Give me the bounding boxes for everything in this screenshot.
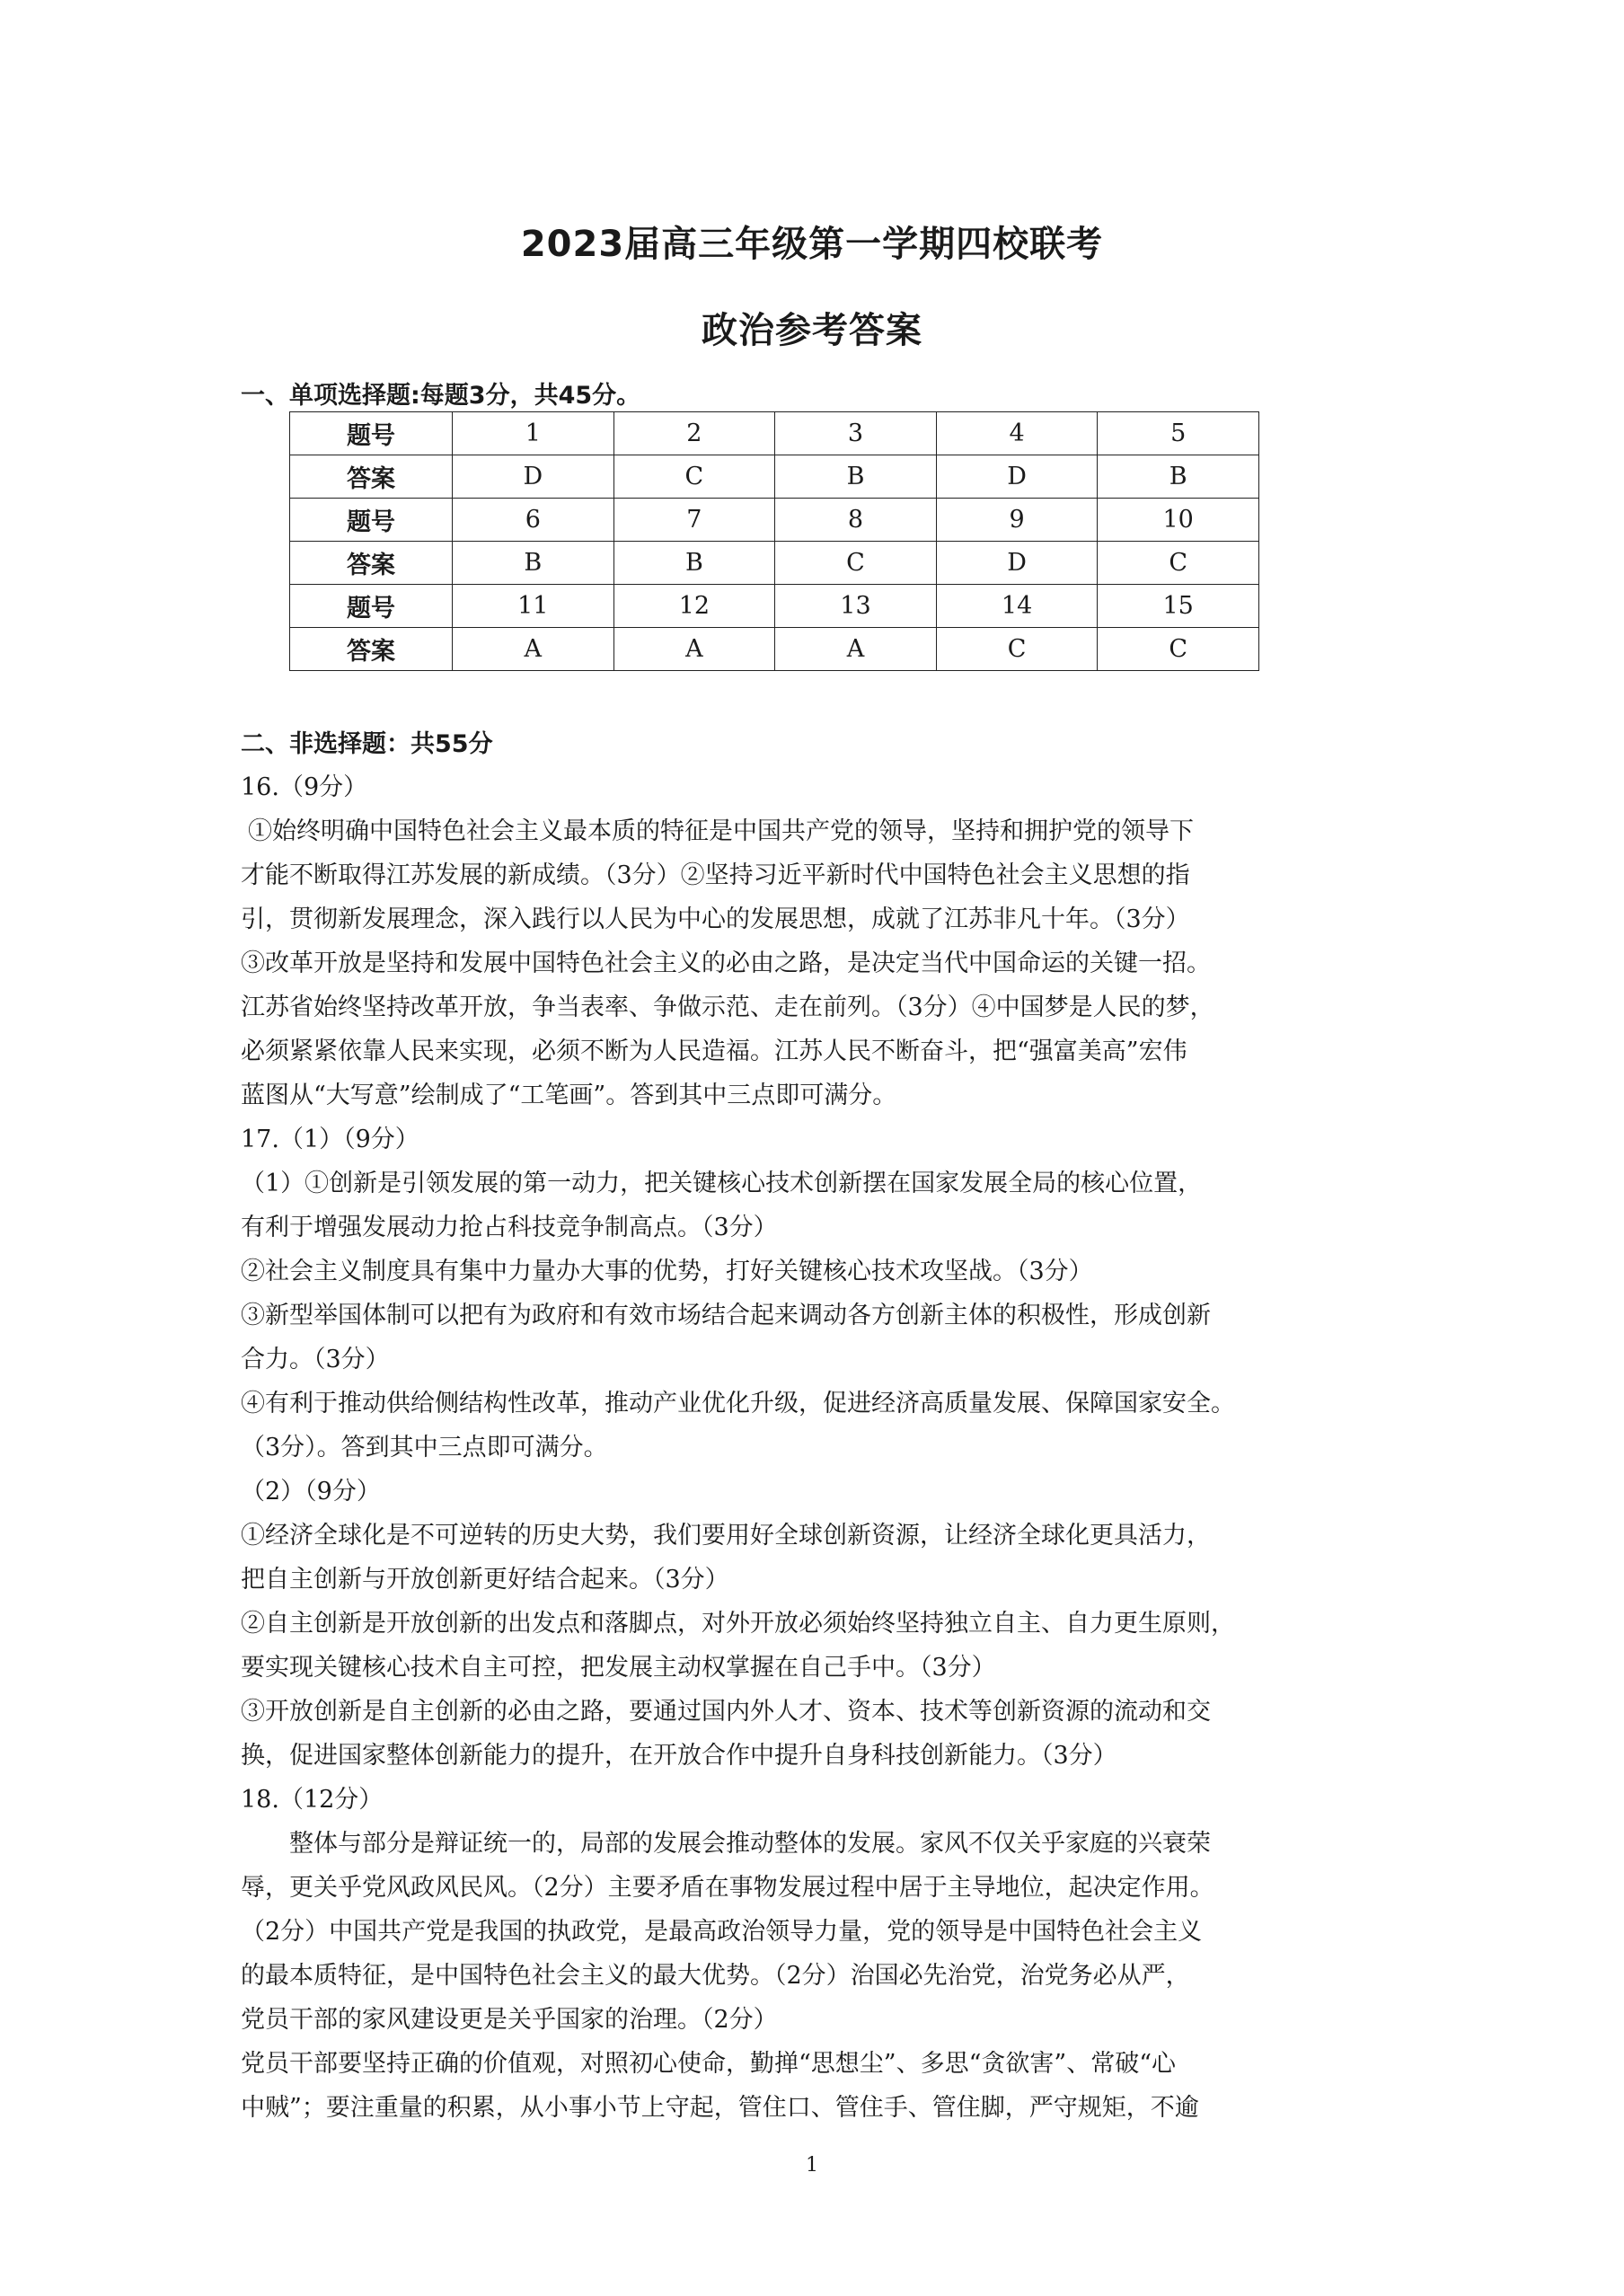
answer-table-cell: 2 [613,412,775,455]
answer-table [289,411,1259,671]
answer-table-cell: A [613,628,775,671]
answer-table-row [290,455,1259,499]
document-subtitle: 政治参考答案 [702,310,922,351]
answer-table-row [290,412,1259,455]
answer-table-cell: 6 [453,499,614,542]
answer-table-cell: B [1098,455,1259,499]
answer-body-text [241,765,1383,2130]
question-17-part2-header: （2）（9分） [241,1478,381,1506]
answer-table-cell: D [936,455,1098,499]
text-line: 中贼”；要注重量的积累，从小事小节上守起，管住口、管住手、管住脚，严守规矩，不逾 [241,2094,1199,2122]
answer-table-cell: 15 [1098,585,1259,628]
answer-table-cell: D [453,455,614,499]
answer-table-cell: 9 [936,499,1098,542]
text-line: （3分）。答到其中三点即可满分。 [241,1434,608,1461]
answer-table-row-label: 题号 [290,412,453,455]
answer-table-cell: D [936,542,1098,585]
answer-table-row-label: 答案 [290,542,453,585]
answer-table-cell: B [453,542,614,585]
answer-table-row-label: 题号 [290,499,453,542]
question-18-header: 18.（12分） [241,1786,384,1814]
text-line: 必须紧紧依靠人民来实现，必须不断为人民造福。江苏人民不断奋斗，把“强富美高”宏伟 [241,1038,1187,1065]
answer-table-cell: C [613,455,775,499]
answer-table-row-label: 答案 [290,455,453,499]
text-line: 整体与部分是辩证统一的，局部的发展会推动整体的发展。家风不仅关乎家庭的兴衰荣 [289,1830,1211,1858]
document-title: 2023届高三年级第一学期四校联考 [520,224,1104,265]
page-number: 1 [806,2154,818,2177]
text-line: ③新型举国体制可以把有为政府和有效市场结合起来调动各方创新主体的积极性，形成创新 [241,1302,1211,1329]
answer-table-row [290,628,1259,671]
answer-table-cell: A [453,628,614,671]
text-line: 蓝图从“大写意”绘制成了“工笔画”。答到其中三点即可满分。 [241,1082,897,1109]
answer-table-cell: C [775,542,937,585]
text-line: 的最本质特征，是中国特色社会主义的最大优势。（2分）治国必先治党，治党务必从严， [241,1962,1190,1990]
text-line: 有利于增强发展动力抢占科技竞争制高点。（3分） [241,1214,778,1241]
text-line: ①始终明确中国特色社会主义最本质的特征是中国共产党的领导，坚持和拥护党的领导下 [248,817,1194,845]
answer-table-row-label: 题号 [290,585,453,628]
text-line: 要实现关键核心技术自主可控，把发展主动权掌握在自己手中。（3分） [241,1654,996,1682]
text-line: 党员干部要坚持正确的价值观，对照初心使命，勤掸“思想尘”、多思“贪欲害”、常破“心 [241,2050,1177,2078]
answer-table-cell: 4 [936,412,1098,455]
answer-table-cell: 5 [1098,412,1259,455]
text-line: ③开放创新是自主创新的必由之路，要通过国内外人才、资本、技术等创新资源的流动和交 [241,1698,1211,1726]
text-line: 换，促进国家整体创新能力的提升，在开放合作中提升自身科技创新能力。（3分） [241,1742,1117,1770]
answer-table-cell: B [775,455,937,499]
answer-table-cell: 8 [775,499,937,542]
text-line: ③改革开放是坚持和发展中国特色社会主义的必由之路，是决定当代中国命运的关键一招。 [241,949,1211,977]
answer-table-cell: 13 [775,585,937,628]
text-line: 江苏省始终坚持改革开放，争当表率、争做示范、走在前列。（3分）④中国梦是人民的梦， [241,993,1214,1021]
section-heading-nonchoice: 二、非选择题：共55分 [241,730,493,758]
answer-table-cell: B [613,542,775,585]
answer-table-row-label: 答案 [290,628,453,671]
answer-table-cell: 14 [936,585,1098,628]
answer-table-cell: C [1098,628,1259,671]
answer-table-cell: 7 [613,499,775,542]
answer-table-row [290,499,1259,542]
text-line: ②自主创新是开放创新的出发点和落脚点，对外开放必须始终坚持独立自主、自力更生原则， [241,1610,1235,1638]
text-line: （2分）中国共产党是我国的执政党，是最高政治领导力量，党的领导是中国特色社会主义 [241,1918,1203,1946]
text-line: 把自主创新与开放创新更好结合起来。（3分） [241,1566,729,1594]
text-line: 党员干部的家风建设更是关乎国家的治理。（2分） [241,2006,778,2034]
question-17-header: 17.（1）（9分） [241,1126,419,1153]
answer-table-row [290,542,1259,585]
text-line: ①经济全球化是不可逆转的历史大势，我们要用好全球创新资源，让经济全球化更具活力， [241,1522,1211,1550]
text-line: ②社会主义制度具有集中力量办大事的优势，打好关键核心技术攻坚战。（3分） [241,1258,1093,1285]
text-line: 合力。（3分） [241,1346,390,1373]
answer-table-cell: 1 [453,412,614,455]
answer-table-cell: A [775,628,937,671]
text-line: 才能不断取得江苏发展的新成绩。（3分）②坚持习近平新时代中国特色社会主义思想的指 [241,861,1190,889]
answer-table-cell: 3 [775,412,937,455]
question-16-header: 16.（9分） [241,773,368,801]
answer-table-row [290,585,1259,628]
text-line: 辱，更关乎党风政风民风。（2分）主要矛盾在事物发展过程中居于主导地位，起决定作用。 [241,1874,1214,1902]
answer-table-cell: C [1098,542,1259,585]
answer-table-cell: 10 [1098,499,1259,542]
answer-table-cell: 12 [613,585,775,628]
section-heading-choice: 一、单项选择题:每题3分，共45分。 [241,382,641,410]
answer-table-cell: 11 [453,585,614,628]
answer-table-cell: C [936,628,1098,671]
text-line: （1）①创新是引领发展的第一动力，把关键核心技术创新摆在国家发展全局的核心位置， [241,1170,1203,1197]
text-line: ④有利于推动供给侧结构性改革，推动产业优化升级，促进经济高质量发展、保障国家安全。 [241,1390,1235,1417]
text-line: 引，贯彻新发展理念，深入践行以人民为中心的发展思想，成就了江苏非凡十年。（3分） [241,905,1190,933]
